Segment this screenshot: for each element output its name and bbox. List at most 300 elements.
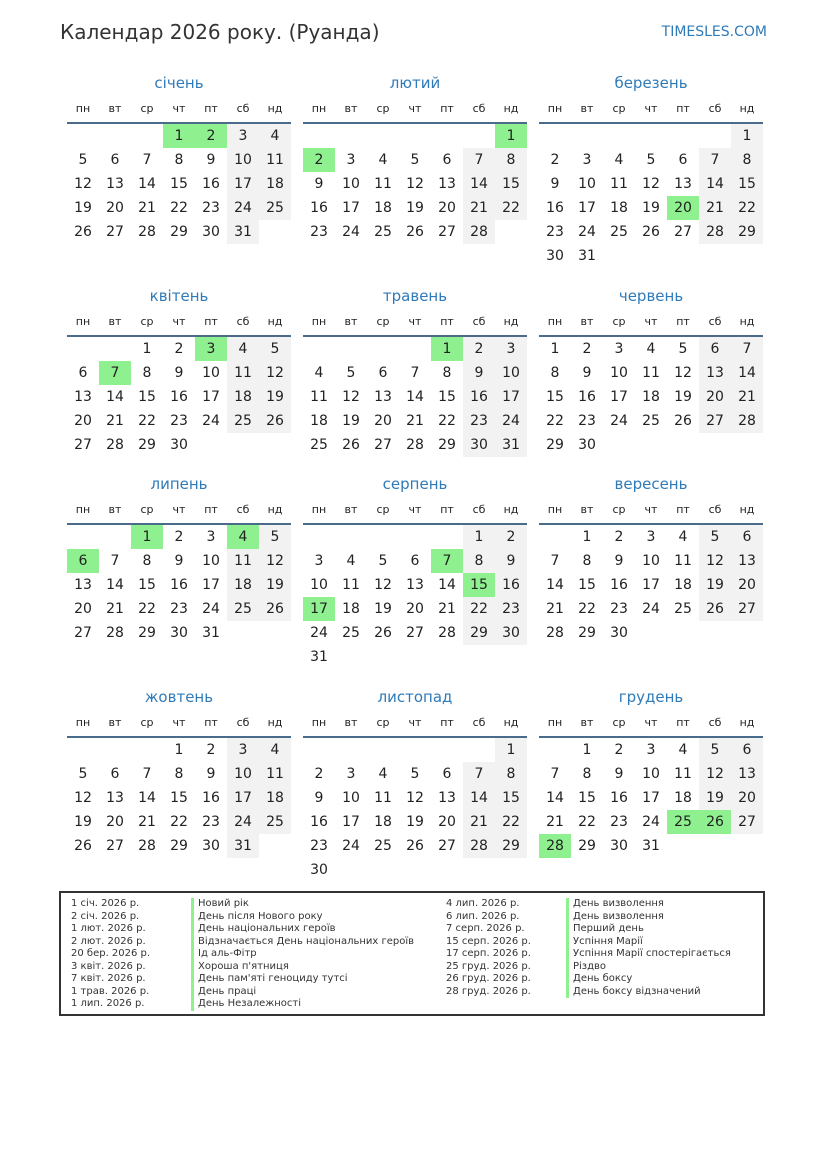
- day-cell: 3: [227, 738, 259, 762]
- day-cell: 5: [259, 525, 291, 549]
- day-cell: 21: [546, 601, 564, 617]
- empty-cell: [67, 525, 99, 549]
- weekday-label: вт: [580, 716, 594, 729]
- day-cell: 19: [342, 413, 360, 429]
- holiday-day-cell: 20: [667, 196, 699, 220]
- day-cell: 1: [174, 742, 184, 758]
- day-cell: 10: [642, 553, 660, 569]
- day-cell: 4: [259, 738, 291, 762]
- month-block: [67, 281, 291, 457]
- empty-cell: [131, 124, 163, 148]
- day-cell: 29: [546, 437, 564, 453]
- day-cell: 29: [138, 625, 156, 641]
- day-cell: 19: [674, 389, 692, 405]
- day-cell: 21: [138, 200, 156, 216]
- weekday-label: сб: [236, 716, 250, 729]
- day-cell: 16: [202, 790, 220, 806]
- day-cell: 11: [374, 790, 392, 806]
- day-cell: 16: [495, 573, 527, 597]
- weekday-label: пт: [440, 503, 454, 516]
- legend-row: [446, 911, 731, 924]
- legend-row: [446, 936, 731, 949]
- month-block: [539, 68, 763, 268]
- empty-cell: [335, 337, 367, 361]
- day-cell: 8: [495, 148, 527, 172]
- month-name: червень: [618, 287, 684, 305]
- day-cell: 27: [438, 224, 456, 240]
- weekday-label: нд: [267, 102, 283, 115]
- day-cell: 15: [170, 790, 188, 806]
- weekday-label: сб: [236, 102, 250, 115]
- empty-cell: [539, 124, 571, 148]
- day-cell: 3: [206, 529, 216, 545]
- day-cell: 31: [310, 649, 328, 665]
- day-cell: 15: [138, 577, 156, 593]
- day-cell: 26: [406, 224, 424, 240]
- weekday-header: [539, 98, 763, 124]
- weekday-label: вт: [580, 315, 594, 328]
- day-cell: 12: [74, 176, 92, 192]
- weekday-label: ср: [612, 315, 626, 328]
- empty-cell: [99, 337, 131, 361]
- weekday-label: нд: [503, 503, 519, 516]
- day-cell: 2: [206, 742, 216, 758]
- weekday-label: сб: [472, 503, 486, 516]
- day-cell: 15: [495, 786, 527, 810]
- weekday-label: ср: [612, 102, 626, 115]
- month-name: серпень: [382, 475, 448, 493]
- holiday-date: 26 груд. 2026 р.: [446, 973, 531, 984]
- day-cell: 25: [674, 601, 692, 617]
- day-cell: 9: [314, 790, 324, 806]
- weekday-label: пн: [547, 716, 563, 729]
- holiday-date: 2 січ. 2026 р.: [71, 910, 140, 922]
- day-cell: 3: [314, 553, 324, 569]
- day-cell: 12: [259, 549, 291, 573]
- day-cell: 16: [610, 577, 628, 593]
- day-cell: 30: [202, 224, 220, 240]
- day-cell: 25: [342, 625, 360, 641]
- holiday-day-cell: 7: [431, 549, 463, 573]
- day-cell: 23: [495, 597, 527, 621]
- month-name: лютий: [389, 74, 441, 92]
- holiday-date: 6 лип. 2026 р.: [446, 910, 520, 922]
- weekday-label: нд: [267, 503, 283, 516]
- day-cell: 1: [495, 738, 527, 762]
- weekday-label: ср: [140, 315, 154, 328]
- empty-cell: [431, 525, 463, 549]
- day-cell: 22: [546, 413, 564, 429]
- day-cell: 29: [495, 834, 527, 858]
- day-cell: 11: [227, 549, 259, 573]
- day-cell: 8: [495, 762, 527, 786]
- day-cell: 27: [674, 224, 692, 240]
- holiday-name: День визволення: [566, 898, 664, 911]
- day-cell: 4: [614, 152, 624, 168]
- day-cell: 5: [410, 152, 420, 168]
- day-cell: 23: [310, 224, 328, 240]
- empty-cell: [399, 525, 431, 549]
- day-cell: 23: [610, 814, 628, 830]
- day-cell: 12: [342, 389, 360, 405]
- month-name: березень: [614, 74, 688, 92]
- day-cell: 7: [410, 365, 420, 381]
- month-name: липень: [150, 475, 208, 493]
- holiday-day-cell: 6: [67, 549, 99, 573]
- weekday-label: нд: [503, 102, 519, 115]
- day-cell: 31: [227, 834, 259, 858]
- day-cell: 7: [699, 148, 731, 172]
- day-cell: 21: [438, 601, 456, 617]
- weekday-label: пн: [75, 102, 91, 115]
- holiday-date: 25 груд. 2026 р.: [446, 960, 531, 972]
- holiday-date: 7 квіт. 2026 р.: [71, 973, 146, 984]
- weekday-label: вт: [580, 102, 594, 115]
- empty-cell: [335, 124, 367, 148]
- weekday-label: нд: [503, 716, 519, 729]
- weekday-label: пн: [547, 102, 563, 115]
- day-cell: 27: [438, 838, 456, 854]
- day-cell: 25: [259, 196, 291, 220]
- day-cell: 22: [731, 196, 763, 220]
- weekday-label: сб: [708, 716, 722, 729]
- day-cell: 17: [202, 577, 220, 593]
- day-cell: 27: [74, 625, 92, 641]
- legend-row: [71, 948, 414, 961]
- holiday-name: День після Нового року: [191, 911, 323, 924]
- day-cell: 6: [699, 337, 731, 361]
- day-cell: 1: [582, 529, 592, 545]
- day-cell: 16: [310, 814, 328, 830]
- day-cell: 28: [463, 220, 495, 244]
- day-cell: 8: [442, 365, 452, 381]
- day-cell: 28: [438, 625, 456, 641]
- day-cell: 16: [202, 176, 220, 192]
- day-cell: 4: [678, 742, 688, 758]
- day-cell: 15: [578, 577, 596, 593]
- empty-cell: [303, 525, 335, 549]
- day-cell: 2: [463, 337, 495, 361]
- empty-cell: [335, 525, 367, 549]
- day-cell: 25: [374, 224, 392, 240]
- day-cell: 16: [546, 200, 564, 216]
- day-cell: 10: [202, 553, 220, 569]
- weekday-label: чт: [172, 716, 186, 729]
- day-cell: 21: [106, 601, 124, 617]
- day-cell: 21: [138, 814, 156, 830]
- day-cell: 10: [578, 176, 596, 192]
- day-cell: 11: [310, 389, 328, 405]
- day-cell: 11: [227, 361, 259, 385]
- day-cell: 29: [138, 437, 156, 453]
- day-cell: 14: [138, 790, 156, 806]
- holiday-name: Успіння Марії спостерігається: [566, 948, 731, 961]
- day-cell: 27: [731, 810, 763, 834]
- day-cell: 6: [442, 766, 452, 782]
- weekday-label: вт: [108, 315, 122, 328]
- day-cell: 27: [106, 224, 124, 240]
- weekday-label: ср: [612, 716, 626, 729]
- day-cell: 6: [110, 152, 120, 168]
- day-cell: 19: [642, 200, 660, 216]
- day-cell: 5: [699, 525, 731, 549]
- day-cell: 11: [674, 766, 692, 782]
- day-cell: 15: [438, 389, 456, 405]
- day-cell: 11: [610, 176, 628, 192]
- day-cell: 20: [106, 200, 124, 216]
- day-cell: 3: [346, 152, 356, 168]
- weekday-label: чт: [408, 315, 422, 328]
- weekday-label: сб: [472, 315, 486, 328]
- month-block: [303, 682, 527, 882]
- empty-cell: [131, 738, 163, 762]
- weekday-header: [303, 98, 527, 124]
- day-cell: 4: [227, 337, 259, 361]
- legend-row: [446, 973, 731, 986]
- day-cell: 8: [582, 553, 592, 569]
- day-cell: 22: [170, 814, 188, 830]
- day-cell: 10: [610, 365, 628, 381]
- day-cell: 8: [582, 766, 592, 782]
- day-cell: 14: [106, 577, 124, 593]
- day-cell: 22: [495, 196, 527, 220]
- day-cell: 31: [227, 220, 259, 244]
- day-cell: 31: [202, 625, 220, 641]
- day-cell: 19: [259, 573, 291, 597]
- month-name: грудень: [618, 688, 684, 706]
- day-cell: 13: [74, 389, 92, 405]
- day-cell: 29: [438, 437, 456, 453]
- day-cell: 15: [546, 389, 564, 405]
- day-cell: 4: [259, 124, 291, 148]
- month-name: вересень: [614, 475, 688, 493]
- day-cell: 10: [227, 148, 259, 172]
- weekday-label: пн: [311, 503, 327, 516]
- weekday-label: пт: [204, 102, 218, 115]
- day-cell: 14: [699, 172, 731, 196]
- month-block: [539, 469, 763, 645]
- day-cell: 11: [259, 762, 291, 786]
- weekday-header: [539, 712, 763, 738]
- site-link[interactable]: TIMESLES.COM: [661, 24, 767, 40]
- weekday-label: чт: [644, 716, 658, 729]
- day-cell: 12: [406, 176, 424, 192]
- day-cell: 24: [342, 224, 360, 240]
- day-cell: 12: [674, 365, 692, 381]
- day-grid: [67, 124, 291, 244]
- day-cell: 15: [578, 790, 596, 806]
- day-cell: 12: [406, 790, 424, 806]
- holiday-date: 1 січ. 2026 р.: [71, 898, 140, 909]
- day-cell: 17: [227, 172, 259, 196]
- weekday-label: ср: [376, 503, 390, 516]
- day-cell: 29: [463, 621, 495, 645]
- day-cell: 30: [202, 838, 220, 854]
- empty-cell: [367, 738, 399, 762]
- legend-row: [71, 898, 414, 911]
- day-cell: 24: [642, 601, 660, 617]
- day-grid: [303, 337, 527, 457]
- day-cell: 30: [463, 433, 495, 457]
- weekday-label: сб: [236, 503, 250, 516]
- day-cell: 31: [495, 433, 527, 457]
- weekday-header: [539, 499, 763, 525]
- day-cell: 19: [259, 385, 291, 409]
- day-cell: 12: [259, 361, 291, 385]
- weekday-label: чт: [644, 503, 658, 516]
- day-cell: 29: [731, 220, 763, 244]
- day-cell: 14: [138, 176, 156, 192]
- day-cell: 5: [346, 365, 356, 381]
- day-cell: 17: [342, 200, 360, 216]
- holiday-date: 17 серп. 2026 р.: [446, 948, 531, 959]
- day-cell: 23: [202, 814, 220, 830]
- day-cell: 3: [614, 341, 624, 357]
- day-cell: 19: [406, 200, 424, 216]
- day-cell: 16: [170, 577, 188, 593]
- weekday-header: [67, 98, 291, 124]
- day-cell: 18: [374, 814, 392, 830]
- day-cell: 13: [106, 790, 124, 806]
- day-cell: 28: [106, 625, 124, 641]
- empty-cell: [99, 124, 131, 148]
- empty-cell: [463, 738, 495, 762]
- legend-row: [71, 911, 414, 924]
- weekday-header: [67, 311, 291, 337]
- day-grid: [539, 124, 763, 268]
- empty-cell: [431, 124, 463, 148]
- day-cell: 28: [699, 220, 731, 244]
- day-cell: 7: [731, 337, 763, 361]
- day-cell: 2: [314, 766, 324, 782]
- empty-cell: [571, 124, 603, 148]
- day-cell: 9: [206, 766, 216, 782]
- day-cell: 11: [642, 365, 660, 381]
- legend-row: [446, 923, 731, 936]
- day-cell: 26: [259, 597, 291, 621]
- day-grid: [303, 525, 527, 669]
- legend-row: [71, 998, 414, 1011]
- legend-row: [71, 936, 414, 949]
- day-cell: 27: [106, 838, 124, 854]
- holiday-day-cell: 15: [463, 573, 495, 597]
- month-name: січень: [154, 74, 204, 92]
- day-cell: 31: [642, 838, 660, 854]
- day-cell: 22: [578, 814, 596, 830]
- day-cell: 18: [259, 172, 291, 196]
- day-cell: 18: [227, 385, 259, 409]
- weekday-label: пт: [676, 503, 690, 516]
- holiday-date: 7 серп. 2026 р.: [446, 923, 525, 934]
- empty-cell: [399, 337, 431, 361]
- day-cell: 24: [202, 601, 220, 617]
- day-cell: 5: [259, 337, 291, 361]
- weekday-label: нд: [503, 315, 519, 328]
- weekday-label: пн: [75, 315, 91, 328]
- weekday-label: вт: [108, 503, 122, 516]
- day-cell: 15: [495, 172, 527, 196]
- day-cell: 28: [463, 834, 495, 858]
- day-cell: 18: [259, 786, 291, 810]
- weekday-label: пн: [75, 503, 91, 516]
- day-cell: 21: [699, 196, 731, 220]
- weekday-label: пт: [204, 315, 218, 328]
- day-cell: 26: [674, 413, 692, 429]
- day-cell: 8: [142, 365, 152, 381]
- day-cell: 26: [259, 409, 291, 433]
- day-cell: 25: [310, 437, 328, 453]
- day-cell: 3: [646, 742, 656, 758]
- weekday-label: пт: [204, 716, 218, 729]
- day-cell: 18: [642, 389, 660, 405]
- day-cell: 21: [106, 413, 124, 429]
- month-block: [539, 281, 763, 457]
- day-cell: 23: [546, 224, 564, 240]
- day-cell: 2: [174, 529, 184, 545]
- empty-cell: [67, 738, 99, 762]
- weekday-label: пн: [311, 315, 327, 328]
- day-cell: 18: [374, 200, 392, 216]
- day-grid: [67, 525, 291, 645]
- day-cell: 25: [642, 413, 660, 429]
- weekday-label: вт: [344, 716, 358, 729]
- day-cell: 14: [731, 361, 763, 385]
- day-cell: 10: [227, 762, 259, 786]
- day-cell: 25: [259, 810, 291, 834]
- day-cell: 27: [699, 409, 731, 433]
- day-cell: 13: [106, 176, 124, 192]
- day-cell: 28: [546, 625, 564, 641]
- weekday-label: сб: [472, 102, 486, 115]
- day-cell: 9: [206, 152, 216, 168]
- day-cell: 2: [550, 152, 560, 168]
- day-cell: 20: [74, 413, 92, 429]
- day-cell: 1: [550, 341, 560, 357]
- weekday-label: нд: [739, 503, 755, 516]
- weekday-label: чт: [408, 503, 422, 516]
- day-cell: 6: [410, 553, 420, 569]
- empty-cell: [431, 738, 463, 762]
- weekday-label: ср: [376, 315, 390, 328]
- weekday-label: вт: [344, 315, 358, 328]
- weekday-label: сб: [708, 102, 722, 115]
- day-cell: 20: [406, 601, 424, 617]
- holiday-day-cell: 4: [227, 525, 259, 549]
- weekday-label: сб: [472, 716, 486, 729]
- empty-cell: [539, 738, 571, 762]
- holiday-legend: [59, 891, 765, 1016]
- holiday-name: День праці: [191, 986, 256, 999]
- weekday-label: чт: [644, 315, 658, 328]
- day-cell: 29: [578, 625, 596, 641]
- holiday-day-cell: 1: [495, 124, 527, 148]
- day-cell: 30: [610, 625, 628, 641]
- day-cell: 28: [106, 437, 124, 453]
- legend-row: [446, 898, 731, 911]
- day-cell: 14: [463, 172, 495, 196]
- day-cell: 14: [546, 577, 564, 593]
- month-name: листопад: [377, 688, 453, 706]
- empty-cell: [67, 124, 99, 148]
- day-cell: 24: [642, 814, 660, 830]
- month-block: [303, 469, 527, 669]
- weekday-label: чт: [408, 102, 422, 115]
- holiday-name: Хороша п'ятниця: [191, 961, 289, 974]
- month-name: жовтень: [144, 688, 214, 706]
- holiday-name: День Незалежності: [191, 998, 301, 1011]
- day-cell: 24: [578, 224, 596, 240]
- day-cell: 13: [406, 577, 424, 593]
